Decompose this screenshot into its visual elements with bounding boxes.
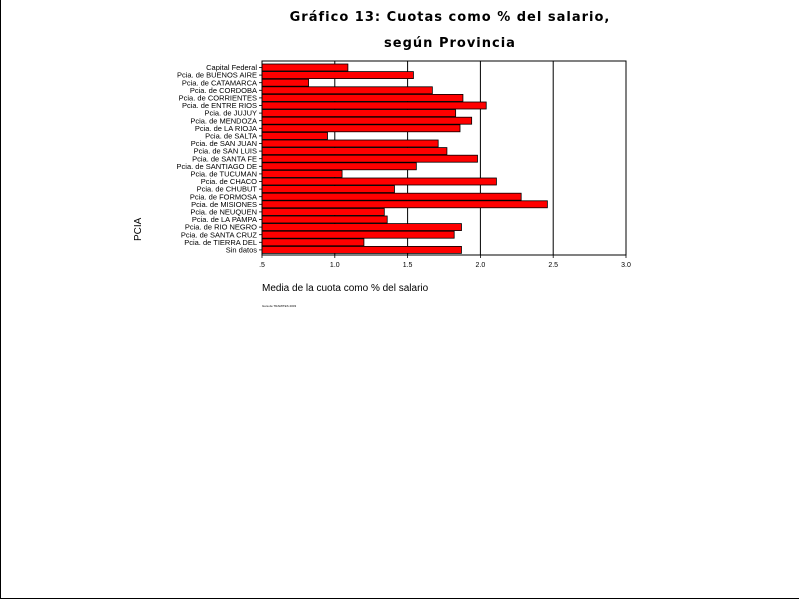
category-label: Pcia. de SAN LUIS (193, 146, 257, 156)
x-axis-label: Media de la cuota como % del salario (262, 283, 429, 294)
bar (262, 94, 463, 101)
category-label: Pcia. de JUJUY (204, 108, 257, 118)
bar (262, 117, 472, 124)
category-label: Pcia. de CHACO (200, 177, 257, 187)
bar (262, 125, 460, 132)
bar (262, 132, 328, 139)
category-label: Pcia. de LA PAMPA (191, 215, 257, 225)
bar (262, 64, 348, 71)
bar (262, 79, 309, 86)
category-label: Pcia. de TIERRA DEL (184, 237, 257, 247)
bar (262, 148, 447, 155)
bar (262, 216, 387, 223)
bar (262, 246, 461, 253)
category-label: Pcia. de TUCUMAN (190, 169, 257, 179)
x-tick-label: 2.5 (548, 262, 559, 269)
category-label: Pcia. de SANTIAGO DE (176, 161, 257, 171)
category-label: Pcia. de BUENOS AIRE (176, 70, 257, 80)
chart-title: Gráfico 13: Cuotas como % del salario, (289, 10, 611, 25)
x-tick-label: 2.0 (475, 262, 486, 269)
category-label: Pcia. de CATAMARCA (181, 78, 257, 88)
bar (262, 110, 456, 117)
category-label: Pcia. de CORRIENTES (178, 93, 257, 103)
bar (262, 87, 432, 94)
category-label: Pcia. de SANTA FE (192, 154, 257, 164)
bar (262, 102, 486, 109)
category-label: Capital Federal (206, 63, 257, 73)
bar (262, 224, 461, 231)
bar (262, 231, 454, 238)
category-label: Sin datos (225, 245, 257, 255)
bar (262, 140, 438, 147)
x-tick-label: 1.5 (402, 262, 413, 269)
category-label: Pcia. de SANTA CRUZ (180, 230, 257, 240)
category-label: Pcia. de MISIONES (191, 199, 257, 209)
bar (262, 186, 394, 193)
x-tick-label: 1.0 (329, 262, 340, 269)
category-label: Pcia. de MENDOZA (190, 116, 257, 126)
category-label: Pcia. de CHUBUT (196, 184, 257, 194)
bar (262, 163, 416, 170)
category-label: Pcia. de SAN JUAN (190, 139, 257, 149)
footnote: Guía de TRAMITES 2003 (262, 304, 297, 308)
category-label: Pcia. de SALTA (205, 131, 257, 141)
bar (262, 155, 477, 162)
bar (262, 178, 496, 185)
bar (262, 239, 364, 246)
bar (262, 170, 342, 177)
category-label: Pcia. de ENTRE RIOS (181, 101, 257, 111)
category-label: Pcia. de NEUQUEN (190, 207, 257, 217)
category-label: Pcia. de CORDOBA (189, 85, 257, 95)
category-label: Pcia. de RIO NEGRO (184, 222, 257, 232)
y-axis-label: PCIA (133, 217, 144, 241)
chart-subtitle: según Provincia (384, 36, 516, 51)
category-label: Pcia. de FORMOSA (189, 192, 257, 202)
bar (262, 208, 384, 215)
bar (262, 193, 521, 200)
bar (262, 72, 413, 79)
category-label: Pcia. de LA RIOJA (194, 123, 257, 133)
x-tick-label: .5 (259, 262, 265, 269)
bar (262, 201, 547, 208)
x-tick-label: 3.0 (621, 262, 631, 269)
